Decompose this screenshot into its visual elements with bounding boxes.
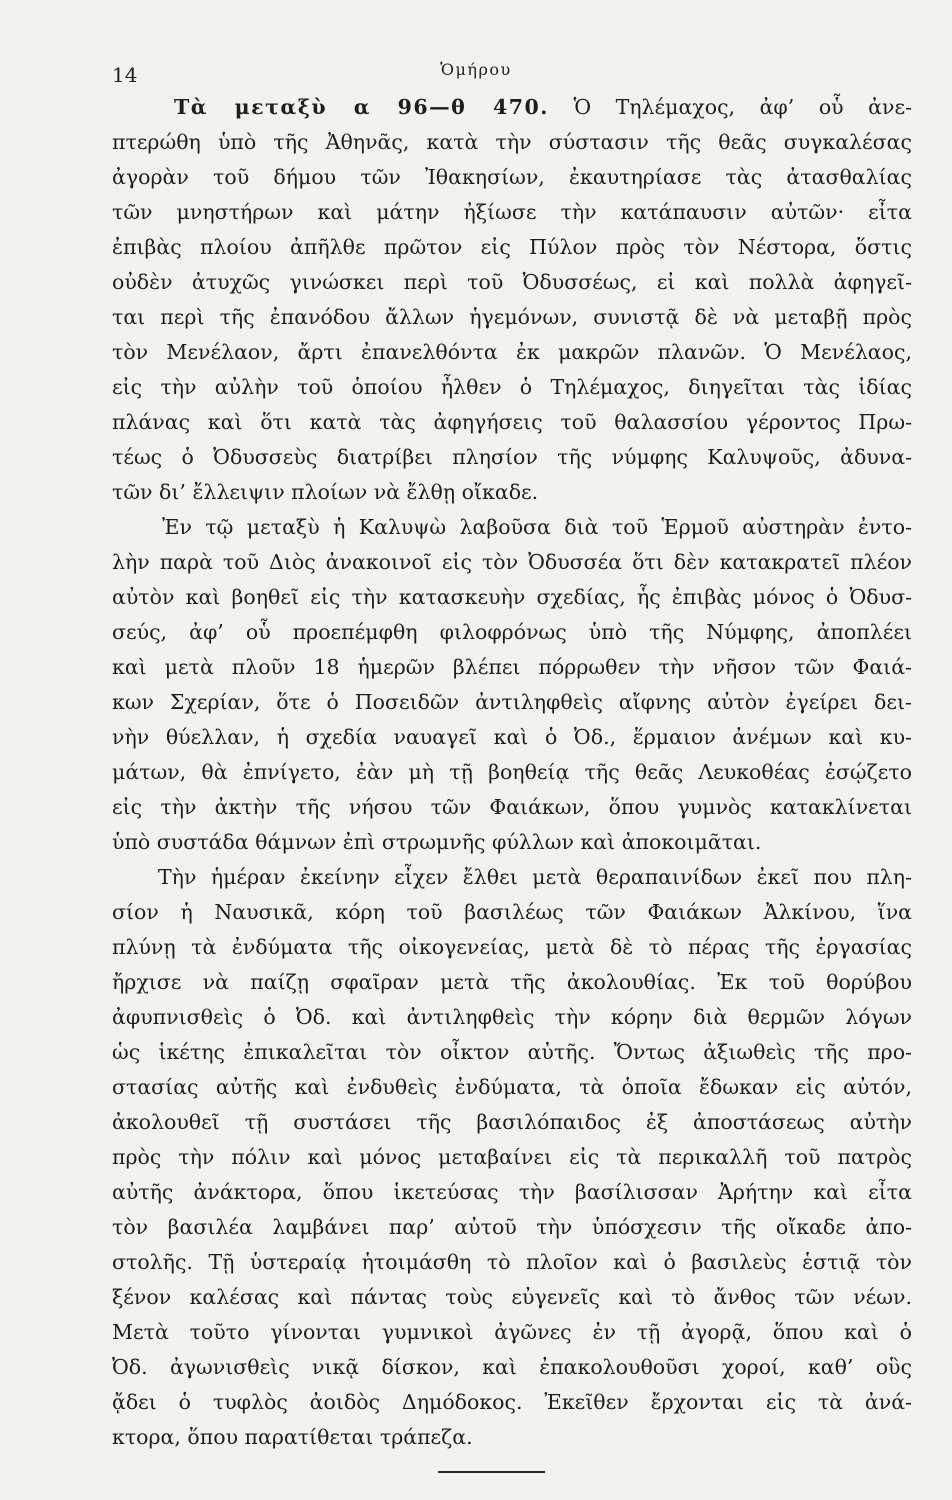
paragraph-line (112, 90, 912, 125)
paragraph-line: στολῆς. Τῇ ὑστεραίᾳ ἡτοιμάσθη τὸ πλοῖον καὶ ὁ βασιλεὺς ἑστιᾷ τὸν (112, 1250, 912, 1274)
paragraph-line: τῶν μνηστήρων καὶ μάτην ἠξίωσε τὴν κατάπαυσιν αὐτῶν· εἶτα (112, 200, 912, 224)
page-number: 14 (112, 63, 138, 87)
paragraph-line: ἤρχισε νὰ παίζῃ σφαῖραν μετὰ τῆς ἀκολουθίας. Ἐκ τοῦ θορύβου (112, 970, 912, 994)
paragraph-line: καὶ μετὰ πλοῦν 18 ἡμερῶν βλέπει πόρρωθεν τὴν νῆσον τῶν Φαιά- (112, 655, 912, 679)
paragraph-line: οὐδὲν ἀτυχῶς γινώσκει περὶ τοῦ Ὀδυσσέως, εἰ καὶ πολλὰ ἀφηγεῖ- (112, 270, 912, 294)
paragraph-line: σίον ἡ Ναυσικᾶ, κόρη τοῦ βασιλέως τῶν Φαιάκων Ἀλκίνου, ἵνα (112, 900, 912, 924)
paragraph-line: πλάνας καὶ ὅτι κατὰ τὰς ἀφηγήσεις τοῦ θαλασσίου γέροντος Πρω- (112, 410, 912, 434)
paragraph-line: κων Σχερίαν, ὅτε ὁ Ποσειδῶν ἀντιληφθεὶς αἴφνης αὐτὸν ἐγείρει δει- (112, 690, 912, 714)
paragraph-line: Τὴν ἡμέραν ἐκείνην εἶχεν ἔλθει μετὰ θεραπαινίδων ἐκεῖ που πλη- (158, 865, 912, 889)
paragraph-line: τῶν δι’ ἔλλειψιν πλοίων νὰ ἔλθῃ οἴκαδε. (112, 480, 539, 504)
paragraph-line: Ὀδ. ἀγωνισθεὶς νικᾷ δίσκον, καὶ ἐπακολουθοῦσι χοροί, καθ’ οὓς (112, 1355, 912, 1379)
paragraph-line: ἀφυπνισθεὶς ὁ Ὀδ. καὶ ἀντιληφθεὶς τὴν κόρην διὰ θερμῶν λόγων (112, 1005, 912, 1029)
paragraph-line: ᾄδει ὁ τυφλὸς ἀοιδὸς Δημόδοκος. Ἐκεῖθεν ἔρχονται εἰς τὰ ἀνά- (112, 1390, 912, 1414)
line-text: Ὁ Τηλέμαχος, ἀφ’ οὗ ἀνε- (573, 95, 912, 119)
paragraph-line: λὴν παρὰ τοῦ Διὸς ἀνακοινοῖ εἰς τὸν Ὀδυσσέα ὅτι δὲν κατακρατεῖ πλέον (112, 550, 912, 574)
paragraph-line: αὐτῆς ἀνάκτορα, ὅπου ἱκετεύσας τὴν βασίλισσαν Ἀρήτην καὶ εἶτα (112, 1180, 912, 1204)
section-lead: Τὰ μεταξὺ α 96—θ 470. (174, 95, 549, 119)
body-text (112, 90, 912, 1455)
paragraph-line: ξένον καλέσας καὶ πάντας τοὺς εὐγενεῖς καὶ τὸ ἄνθος τῶν νέων. (112, 1285, 912, 1309)
paragraph-1 (112, 90, 912, 510)
paragraph-line: πλύνῃ τὰ ἐνδύματα τῆς οἰκογενείας, μετὰ δὲ τὸ πέρας τῆς ἐργασίας (112, 935, 912, 959)
paragraph-line: κτορα, ὅπου παρατίθεται τράπεζα. (112, 1425, 473, 1449)
paragraph-line: εἰς τὴν αὐλὴν τοῦ ὁποίου ἦλθεν ὁ Τηλέμαχος, διηγεῖται τὰς ἰδίας (112, 375, 912, 399)
paragraph-line: εἰς τὴν ἀκτὴν τῆς νήσου τῶν Φαιάκων, ὅπου γυμνὸς κατακλίνεται (112, 795, 912, 819)
paragraph-3 (112, 860, 912, 1455)
paragraph-line: πτερώθη ὑπὸ τῆς Ἀθηνᾶς, κατὰ τὴν σύστασιν τῆς θεᾶς συγκαλέσας (112, 130, 912, 154)
paragraph-line: στασίας αὐτῆς καὶ ἐνδυθεὶς ἐνδύματα, τὰ ὁποῖα ἔδωκαν εἰς αὐτόν, (112, 1075, 912, 1099)
paragraph-line: ἀκολουθεῖ τῇ συστάσει τῆς βασιλόπαιδος ἐξ ἀποστάσεως αὐτὴν (112, 1110, 912, 1134)
paragraph-line: Ἐν τῷ μεταξὺ ἡ Καλυψὼ λαβοῦσα διὰ τοῦ Ἑρμοῦ αὐστηρὰν ἐντο- (162, 515, 912, 539)
paragraph-line: τὸν βασιλέα λαμβάνει παρ’ αὐτοῦ τὴν ὑπόσχεσιν τῆς οἴκαδε ἀπο- (112, 1215, 912, 1239)
paragraph-line: σεύς, ἀφ’ οὗ προεπέμφθη φιλοφρόνως ὑπὸ τῆς Νύμφης, ἀποπλέει (112, 620, 912, 644)
paragraph-line: ἀγορὰν τοῦ δήμου τῶν Ἰθακησίων, ἐκαυτηρίασε τὰς ἀτασθαλίας (112, 165, 912, 189)
paragraph-line: τὸν Μενέλαον, ἄρτι ἐπανελθόντα ἐκ μακρῶν πλανῶν. Ὁ Μενέλαος, (112, 340, 912, 364)
paragraph-line: ὑπὸ συστάδα θάμνων ἐπὶ στρωμνῆς φύλλων καὶ ἀποκοιμᾶται. (112, 830, 762, 854)
paragraph-2 (112, 510, 912, 860)
paragraph-line: τέως ὁ Ὀδυσσεὺς διατρίβει πλησίον τῆς νύμφης Καλυψοῦς, ἀδυνα- (112, 445, 912, 469)
running-title: Ὁμήρου (440, 60, 512, 79)
paragraph-line: Μετὰ τοῦτο γίνονται γυμνικοὶ ἀγῶνες ἐν τῇ ἀγορᾷ, ὅπου καὶ ὁ (112, 1320, 912, 1344)
section-end-rule (438, 1471, 545, 1473)
paragraph-line: ὡς ἱκέτης ἐπικαλεῖται τὸν οἶκτον αὐτῆς. Ὄντως ἀξιωθεὶς τῆς προ- (112, 1040, 912, 1064)
paragraph-line: ἐπιβὰς πλοίου ἀπῆλθε πρῶτον εἰς Πύλον πρὸς τὸν Νέστορα, ὅστις (112, 235, 912, 259)
paragraph-line: αὐτὸν καὶ βοηθεῖ εἰς τὴν κατασκευὴν σχεδίας, ἧς ἐπιβὰς μόνος ὁ Ὀδυσ- (112, 585, 912, 609)
paragraph-line: μάτων, θὰ ἐπνίγετο, ἐὰν μὴ τῇ βοηθείᾳ τῆς θεᾶς Λευκοθέας ἐσῴζετο (112, 760, 912, 784)
paragraph-line: νὴν θύελλαν, ἡ σχεδία ναυαγεῖ καὶ ὁ Ὀδ., ἕρμαιον ἀνέμων καὶ κυ- (112, 725, 912, 749)
paragraph-line: ται περὶ τῆς ἐπανόδου ἄλλων ἡγεμόνων, συνιστᾷ δὲ νὰ μεταβῇ πρὸς (112, 305, 912, 329)
paragraph-line: πρὸς τὴν πόλιν καὶ μόνος μεταβαίνει εἰς τὰ περικαλλῆ τοῦ πατρὸς (112, 1145, 912, 1169)
